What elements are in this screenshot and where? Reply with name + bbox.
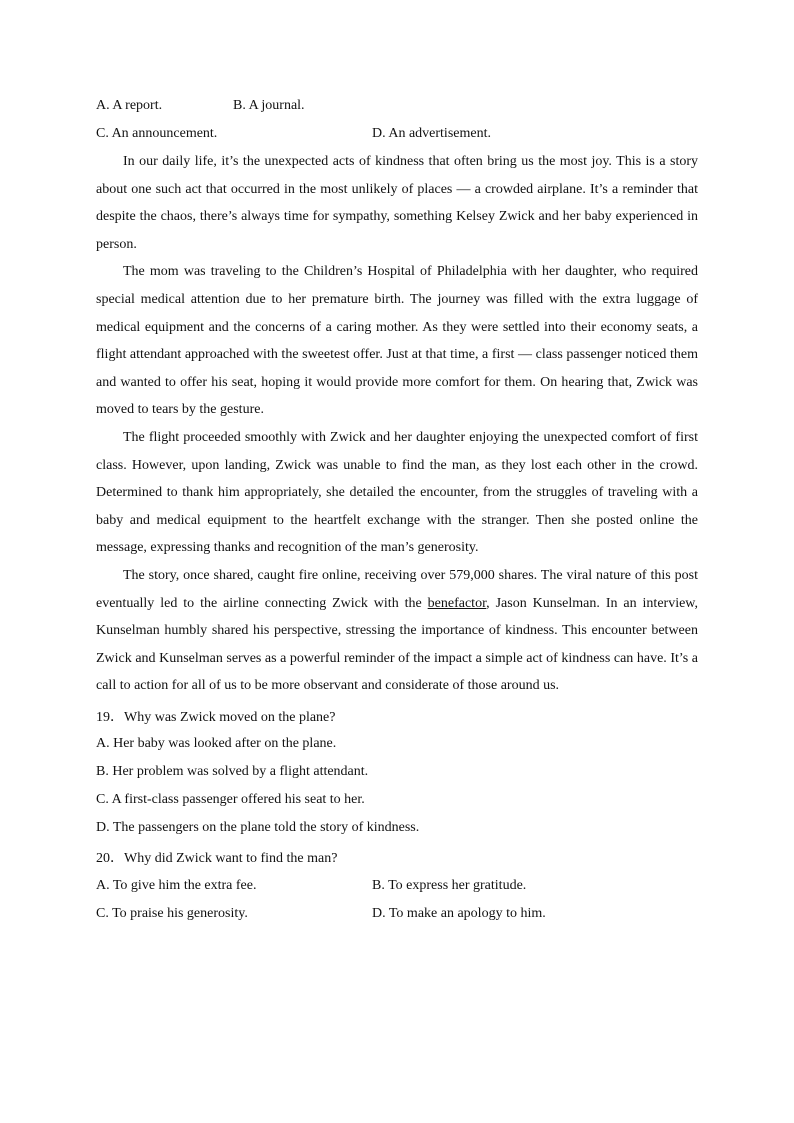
question-20-option-c: C. To praise his generosity.: [96, 905, 248, 921]
question-20-row-1: [96, 872, 698, 900]
question-19-stem: 19．Why was Zwick moved on the plane?: [96, 709, 336, 725]
prev-options-row-1: [96, 92, 698, 120]
underlined-word-benefactor: benefactor: [427, 595, 487, 611]
option-b: B. A journal.: [233, 98, 305, 113]
passage-paragraph-3: The flight proceeded smoothly with Zwick and her daughter enjoying the unexpected comfort of first class. However, upon landing, Zwick was unable to find the man, as they lost each other in the crowd. Determined to thank him appropriately, she detailed the encounter, from the struggles of traveling with a baby and medical equipment to the heartfelt exchange with the stranger. Then she posted online the message, expressing thanks and recognition of the man’s generosity.: [96, 429, 698, 556]
question-20-stem: 20．Why did Zwick want to find the man?: [96, 850, 338, 866]
prev-options-row-2: [96, 120, 698, 148]
option-a: A. A report.: [96, 98, 163, 113]
question-19-option-b: B. Her problem was solved by a flight attendant.: [96, 763, 369, 779]
document-page: [96, 92, 698, 928]
question-20-option-d: D. To make an apology to him.: [372, 905, 546, 921]
passage-paragraph-4: [96, 562, 698, 700]
passage-paragraph-1: In our daily life, it’s the unexpected acts of kindness that often bring us the most joy. This is a story about one such act that occurred in the most unlikely of places — a crowded airplane. It’s a reminder that despite the chaos, there’s always time for sympathy, something Kelsey Zwick and her baby experienced in person.: [96, 154, 698, 252]
question-20-row-2: [96, 900, 698, 928]
question-19-option-a: A. Her baby was looked after on the plane.: [96, 735, 337, 751]
passage-paragraph-2: The mom was traveling to the Children’s Hospital of Philadelphia with her daughter, who required special medical attention due to her premature birth. The journey was filled with the extra luggage of medical equipment and the concerns of a caring mother. As they were settled into their economy seats, a flight attendant approached with the sweetest offer. Just at that time, a first — class passenger noticed them and wanted to offer his seat, hoping it would provide more comfort for them. On hearing that, Zwick was moved to tears by the gesture.: [96, 264, 698, 418]
question-19-option-d: D. The passengers on the plane told the story of kindness.: [96, 819, 420, 835]
p4-text-before: The story, once shared, caught fire online, receiving over 579,000 shares. The viral nature of this post eventually led to the airline connecting Zwick with the: [96, 567, 698, 611]
question-20-option-b: B. To express her gratitude.: [372, 877, 527, 893]
option-d: D. An advertisement.: [372, 126, 491, 141]
p4-text-after: , Jason Kunselman. In an interview, Kunselman humbly shared his perspective, stressing the importance of kindness. This encounter between Zwick and Kunselman serves as a powerful reminder of the impact a simple act of kindness can have. It’s a call to action for all of us to be more observant and considerate of those around us.: [96, 595, 698, 694]
question-20-option-a: A. To give him the extra fee.: [96, 877, 257, 893]
question-19-option-c: C. A first-class passenger offered his seat to her.: [96, 791, 365, 807]
option-c: C. An announcement.: [96, 126, 218, 141]
